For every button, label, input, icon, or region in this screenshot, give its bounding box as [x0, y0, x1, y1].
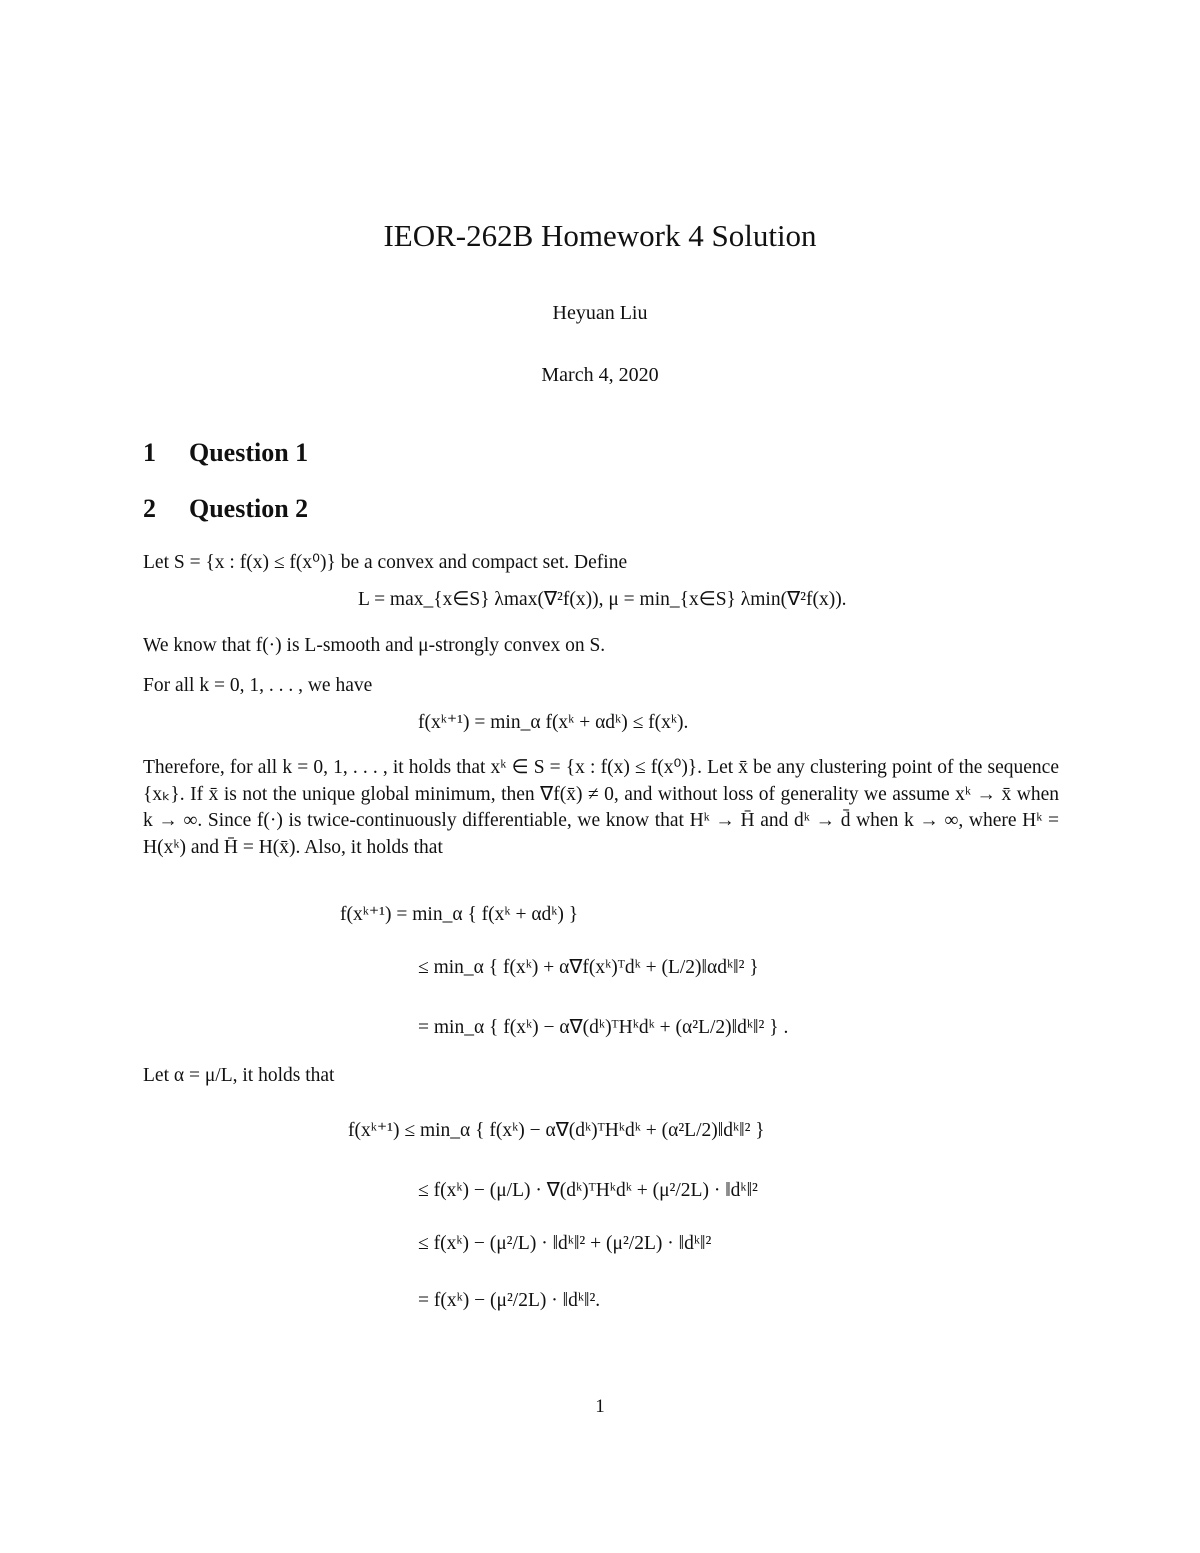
- equation-definition: L = max_{x∈S} λmax(∇²f(x)), μ = min_{x∈S} λmin(∇²f(x)).: [358, 589, 847, 610]
- paragraph-definition: Let S = {x : f(x) ≤ f(x⁰)} be a convex and compact set. Define: [143, 552, 628, 573]
- equation-chain2-line3: ≤ f(xᵏ) − (μ²/L) · ‖dᵏ‖² + (μ²/2L) · ‖dᵏ‖²: [418, 1233, 712, 1254]
- section-number: 2: [143, 494, 156, 523]
- paragraph-for-all-k: For all k = 0, 1, . . . , we have: [143, 675, 373, 696]
- paragraph-smoothness: We know that f(·) is L-smooth and μ-strongly convex on S.: [143, 635, 606, 656]
- equation-chain1-line2: ≤ min_α { f(xᵏ) + α∇f(xᵏ)ᵀdᵏ + (L/2)‖αdᵏ‖² }: [418, 957, 759, 978]
- document-date: March 4, 2020: [541, 364, 659, 386]
- document-title: IEOR-262B Homework 4 Solution: [383, 218, 817, 253]
- equation-chain2-line2: ≤ f(xᵏ) − (μ/L) · ∇(dᵏ)ᵀHᵏdᵏ + (μ²/2L) · ‖dᵏ‖²: [418, 1180, 758, 1201]
- page-number: 1: [595, 1396, 605, 1417]
- equation-chain2-line1: f(xᵏ⁺¹) ≤ min_α { f(xᵏ) − α∇(dᵏ)ᵀHᵏdᵏ + (α²L/2)‖dᵏ‖² }: [348, 1120, 765, 1141]
- section-heading-2: [143, 494, 308, 524]
- equation-chain2-line4: = f(xᵏ) − (μ²/2L) · ‖dᵏ‖².: [418, 1290, 601, 1311]
- equation-descent: f(xᵏ⁺¹) = min_α f(xᵏ + αdᵏ) ≤ f(xᵏ).: [418, 712, 689, 733]
- equation-chain1-line1: f(xᵏ⁺¹) = min_α { f(xᵏ + αdᵏ) }: [340, 904, 579, 925]
- section-number: 1: [143, 438, 156, 467]
- section-heading-1: [143, 438, 308, 468]
- section-title: Question 2: [189, 494, 309, 523]
- section-title: Question 1: [189, 438, 309, 467]
- equation-chain1-line3: = min_α { f(xᵏ) − α∇(dᵏ)ᵀHᵏdᵏ + (α²L/2)‖dᵏ‖² } .: [418, 1017, 789, 1038]
- author-name: Heyuan Liu: [552, 302, 648, 324]
- paragraph-let-alpha: Let α = μ/L, it holds that: [143, 1065, 335, 1086]
- paragraph-therefore: Therefore, for all k = 0, 1, . . . , it holds that xᵏ ∈ S = {x : f(x) ≤ f(x⁰)}. Let x̄ be any clustering point of the sequence {xₖ}. If x̄ is not the unique global minimum, then ∇f(x̄) ≠ 0, and without loss of generality we assume xᵏ → x̄ when k → ∞. Since f(·) is twice-continuously differentiable, we know that Hᵏ → H̄ and dᵏ → d̄ when k → ∞, where Hᵏ = H(xᵏ) and H̄ = H(x̄). Also, it holds that: [143, 757, 1059, 858]
